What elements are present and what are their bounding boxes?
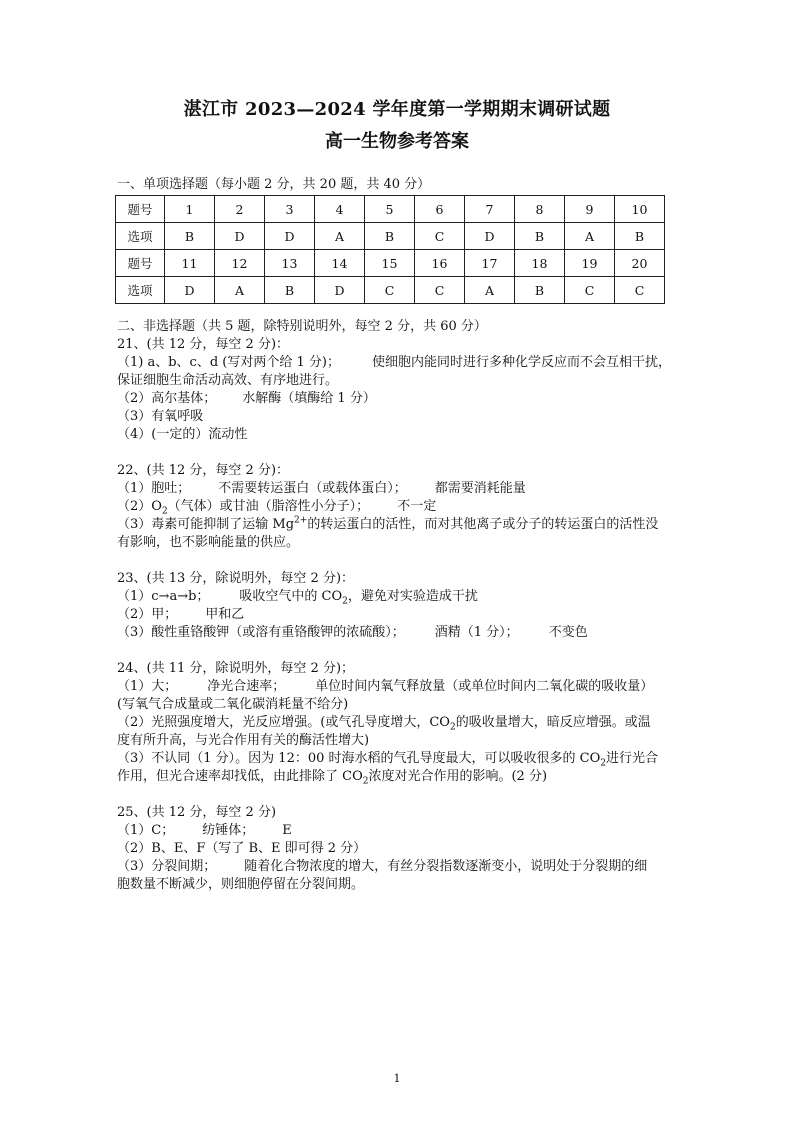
q21-line4: （4）(一定的）流动性 [117, 427, 248, 442]
q24-line1 [117, 678, 682, 696]
q22-ans1a: （1）胞吐； [117, 481, 191, 496]
q23-ans2a: （2）甲； [117, 607, 178, 622]
table-cell: 2 [215, 196, 265, 223]
q21-heading: 21、(共 12 分，每空 2 分)： [117, 337, 290, 352]
q24-ans2b: 的吸收量增大，暗反应增强。或温 [455, 715, 651, 730]
q22-ans1c: 都需要消耗能量 [434, 481, 526, 496]
row-label: 题号 [116, 250, 165, 277]
table-row-answers-1 [116, 223, 665, 250]
q21-ans2b: 水解酶（填酶给 1 分） [242, 391, 376, 406]
q22-ans2b: （气体）或甘油（脂溶性小分子）； [167, 499, 370, 514]
q23-ans1c: ，避免对实验造成干扰 [347, 589, 478, 604]
table-cell: C [565, 277, 615, 304]
q21-line3: （3）有氧呼吸 [117, 409, 204, 424]
q24-sub2: 2 [600, 758, 606, 769]
q21-line2 [117, 390, 682, 408]
q25-line3-cont: 胞数量不断减少，则细胞停留在分裂间期。 [117, 877, 365, 892]
q24-line2 [117, 714, 682, 732]
table-cell: D [215, 223, 265, 250]
q21-line1 [117, 354, 682, 372]
q25-ans3a: （3）分裂间期； [117, 859, 217, 874]
choice-answer-table [115, 195, 665, 304]
table-cell: 1 [165, 196, 215, 223]
table-cell: 18 [515, 250, 565, 277]
q23-sub: 2 [342, 596, 348, 607]
q25-ans1c: E [282, 823, 292, 838]
q25-ans1a: （1）C； [117, 823, 175, 838]
q23-ans1a: （1）c→a→b； [117, 589, 210, 604]
table-cell: D [165, 277, 215, 304]
q22-sup: 2+ [294, 515, 308, 526]
q22-ans3b: 的转运蛋白的活性，而对其他离子或分子的转运蛋白的活性没 [307, 517, 659, 532]
q24-sub1: 2 [449, 722, 456, 733]
table-cell: 10 [615, 196, 665, 223]
table-cell: D [265, 223, 315, 250]
table-row-numbers-2 [116, 250, 665, 277]
q22-line3-cont: 有影响，也不影响能量的供应。 [117, 535, 300, 550]
q25-ans3b: 随着化合物浓度的增大，有丝分裂指数逐渐变小，说明处于分裂期的细 [244, 859, 648, 874]
row-label: 选项 [116, 223, 165, 250]
q23-line1 [117, 588, 682, 606]
q23-heading: 23、(共 13 分，除说明外，每空 2 分)： [117, 571, 355, 586]
table-cell: 16 [415, 250, 465, 277]
q23-ans2b: 甲和乙 [205, 607, 245, 622]
table-cell: D [315, 277, 365, 304]
table-cell: D [465, 223, 515, 250]
q23-line2 [117, 606, 682, 624]
q24-line1-note: (写氧气合成量或二氧化碳消耗量不给分) [117, 697, 349, 712]
table-cell: 6 [415, 196, 465, 223]
table-cell: 19 [565, 250, 615, 277]
q23-ans3c: 不变色 [548, 625, 588, 640]
q24-ans3c: 作用，但光合速率却找低，由此排除了 CO [117, 769, 363, 784]
q21-ans1a: （1) a、b、c、d (写对两个给 1 分)； [117, 355, 340, 370]
table-cell: B [515, 223, 565, 250]
exam-title: 湛江市 2023—2024 学年度第一学期期末调研试题 [183, 99, 611, 120]
q22-line2 [117, 498, 682, 516]
table-cell: B [165, 223, 215, 250]
table-cell: C [365, 277, 415, 304]
q24-ans2a: （2）光照强度增大，光反应增强。(或气孔导度增大，CO [117, 715, 450, 730]
table-cell: 3 [265, 196, 315, 223]
q24-sub3: 2 [362, 776, 369, 787]
table-cell: 8 [515, 196, 565, 223]
table-cell: B [515, 277, 565, 304]
table-cell: 17 [465, 250, 515, 277]
q24-heading: 24、(共 11 分，除说明外，每空 2 分)； [117, 661, 355, 676]
page-number: 1 [393, 1072, 401, 1085]
table-cell: B [265, 277, 315, 304]
section2-body [117, 318, 682, 894]
table-cell: C [415, 277, 465, 304]
table-cell: 15 [365, 250, 415, 277]
table-cell: A [465, 277, 515, 304]
q25-line3 [117, 858, 682, 876]
q25-line1 [117, 822, 682, 840]
q22-line3 [117, 516, 682, 534]
q25-line2: （2）B、E、F（写了 B、E 即可得 2 分） [117, 841, 367, 856]
table-cell: 9 [565, 196, 615, 223]
q22-ans2c: 不一定 [397, 499, 437, 514]
table-cell: 4 [315, 196, 365, 223]
q24-ans1c: 单位时间内氧气释放量（或单位时间内二氧化碳的吸收量） [315, 679, 654, 694]
q21-ans1b: 使细胞内能同时进行多种化学反应而不会互相干扰， [371, 355, 671, 370]
q24-ans3b: 进行光合 [606, 751, 659, 766]
table-cell: C [415, 223, 465, 250]
q22-ans1b: 不需要转运蛋白（或载体蛋白）； [218, 481, 407, 496]
q24-line2-cont: 度有所升高，与光合作用有关的酶活性增大) [117, 733, 370, 748]
q25-ans1b: 纺锤体； [202, 823, 255, 838]
q25-heading: 25、(共 12 分，每空 2 分) [117, 805, 277, 820]
q23-ans3b: 酒精（1 分）； [434, 625, 519, 640]
q22-sub: 2 [161, 506, 168, 517]
q22-ans3a: （3）毒素可能抑制了运输 Mg [117, 517, 295, 532]
q24-ans1b: 净光合速率； [207, 679, 286, 694]
q22-heading: 22、(共 12 分，每空 2 分)： [117, 463, 290, 478]
table-cell: A [215, 277, 265, 304]
q21-ans2a: （2）高尔基体； [117, 391, 217, 406]
table-cell: A [315, 223, 365, 250]
row-label: 选项 [116, 277, 165, 304]
q24-line3-cont [117, 768, 682, 786]
q23-ans1b: 吸收空气中的 CO [239, 589, 343, 604]
table-cell: 14 [315, 250, 365, 277]
table-cell: 5 [365, 196, 415, 223]
q24-line3 [117, 750, 682, 768]
table-row-answers-2 [116, 277, 665, 304]
answer-key-title: 高一生物参考答案 [325, 131, 469, 152]
table-cell: B [365, 223, 415, 250]
section1-heading: 一、单项选择题（每小题 2 分，共 20 题，共 40 分） [117, 177, 431, 192]
q23-ans3a: （3）酸性重铬酸钾（或溶有重铬酸钾的浓硫酸）； [117, 625, 405, 640]
q21-line1-cont: 保证细胞生命活动高效、有序地进行。 [117, 373, 339, 388]
table-cell: 7 [465, 196, 515, 223]
q24-ans1a: （1）大； [117, 679, 178, 694]
table-cell: C [615, 277, 665, 304]
q23-line3 [117, 624, 682, 642]
table-row-numbers-1 [116, 196, 665, 223]
section2-heading: 二、非选择题（共 5 题，除特别说明外，每空 2 分，共 60 分） [117, 319, 487, 334]
q24-ans3a: （3）不认同（1 分）。因为 12：00 时海水稻的气孔导度最大，可以吸收很多的 CO [117, 751, 601, 766]
table-cell: A [565, 223, 615, 250]
table-cell: 20 [615, 250, 665, 277]
q24-ans3d: 浓度对光合作用的影响。(2 分) [368, 769, 548, 784]
table-cell: 11 [165, 250, 215, 277]
row-label: 题号 [116, 196, 165, 223]
q22-line1 [117, 480, 682, 498]
table-cell: 12 [215, 250, 265, 277]
q22-ans2a: （2）O [117, 499, 162, 514]
table-cell: 13 [265, 250, 315, 277]
table-cell: B [615, 223, 665, 250]
